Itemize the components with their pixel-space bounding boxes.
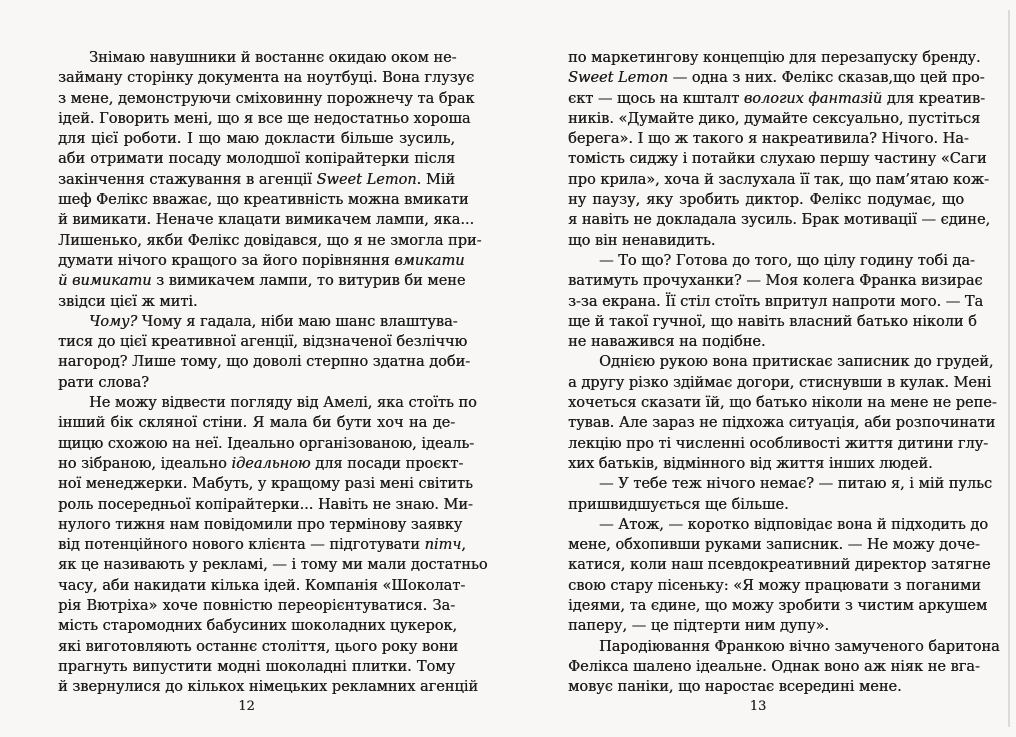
text-line: як це називають у рекламі, — і тому ми мали достатньо (58, 557, 488, 574)
text-line: часу, аби накидати кілька ідей. Компанія «Шоколат- (58, 577, 466, 594)
text-line: ще й такої гучної, що навіть власний батько ніколи б (568, 313, 977, 330)
text-line: я навіть не докладала зусиль. Брак мотивації — єдине, (568, 212, 991, 229)
scan-page-edge (1008, 10, 1010, 727)
text-line: тися до цієї креативної агенції, відзначеної безліччю (58, 334, 468, 351)
text-line: шеф Фелікс вважає, що креативність можна вмикати (58, 192, 469, 209)
text-line: — Атож, — коротко відповідає вона й підходить до (599, 516, 988, 533)
text-line: — То що? Готова до того, що цілу годину тобі да- (599, 252, 975, 269)
text-line: єкт — щось на кшталт вологих фантазій для креатив- (568, 90, 985, 107)
text-line: пришвидшується ще більше. (568, 496, 789, 513)
text-line: по маркетингову концепцію для перезапуску бренду. (568, 50, 981, 66)
text-line: Не можу відвести погляду від Амелі, яка стоїть по (89, 395, 477, 412)
text-line: мене, обхопивши руками записник. — Не можу доче- (568, 537, 980, 554)
text-line: томість сиджу і потайки слухаю першу частину «Саги (568, 151, 987, 168)
text-line: катися, коли наш псевдокреативний директор затягне (568, 557, 991, 574)
text-line: тував. Але зараз не підхожа ситуація, аби розпочинати (568, 415, 996, 432)
text-line: ну паузу, яку зробить диктор. Фелікс подумає, що (568, 192, 964, 209)
text-line: рія Вютріха» хоче повністю переорієнтуватися. За- (58, 598, 455, 615)
text-line: паперу, — це підтерти ним дупу». (568, 618, 829, 635)
text-line: щицю схожою на неї. Ідеально організованою, ідеаль- (58, 435, 475, 452)
text-line: берега». І що ж такого я накреативила? Нічого. На- (568, 131, 969, 148)
text-line: но зібраною, ідеально ідеальною для посади проєкт- (58, 455, 464, 472)
text-line: про крила», хоча й заслухала її так, що пам’ятаю кож- (568, 171, 989, 188)
text-line: від потенційного нового клієнта — підготувати пітч, (58, 537, 466, 554)
text-line: ідей. Говорить мені, що я все ще недостатньо хороша (58, 110, 471, 127)
text-line: інший бік скляної стіни. Я мала би бути хоч на де- (58, 415, 455, 432)
text-line: нагород? Лише тому, що доволі стерпно здатна доби- (58, 354, 471, 371)
text-line: звідси цієї ж миті. (58, 293, 198, 310)
page-number-right: 13 (749, 699, 767, 714)
text-line: ної менеджерки. Мабуть, у кращому разі мені світить (58, 476, 473, 493)
text-line: закінчення стажування в агенції Sweet Lemon. Мій (58, 171, 455, 188)
text-line: аби отримати посаду молодшої копірайтерки після (58, 151, 455, 168)
text-line: займану сторінку документа на ноутбуці. Вона глузує (58, 70, 475, 87)
text-line: й звернулися до кількох німецьких рекламних агенцій (58, 679, 478, 696)
text-line: й вимикати. Неначе клацати вимикачем лампи, яка... (58, 212, 475, 229)
text-line: не наважився на подібне. (568, 334, 766, 351)
text-line: з мене, демонструючи сміховинну порожнечу та брак (58, 90, 475, 107)
text-line: що він ненавидить. (568, 232, 716, 249)
text-line: для цієї роботи. І що маю докласти більше зусиль, (58, 131, 455, 148)
page-left-text (58, 48, 488, 698)
text-line: думати нічого кращого за його порівняння вмикати (58, 252, 465, 269)
text-line: рати слова? (58, 374, 149, 391)
text-line: мовує паніки, що наростає всередині мене. (568, 679, 902, 696)
text-line: мість старомодних бабусиних шоколадних цукерок, (58, 618, 458, 635)
text-line: які виготовляють останнє століття, цього року вони (58, 638, 459, 655)
text-line: свою стару пісеньку: «Я можу працювати з поганими (568, 577, 981, 594)
text-line: роль посередньої копірайтерки... Навіть не знаю. Ми- (58, 496, 473, 513)
text-line: Однією рукою вона притискає записник до грудей, (599, 354, 994, 371)
text-line: Чому? Чому я гадала, ніби маю шанс влаштува- (89, 313, 458, 330)
text-line: а другу різко здіймає догори, стиснувши в кулак. Мені (568, 374, 992, 391)
text-line: Знімаю навушники й востаннє окидаю оком не- (89, 50, 457, 66)
page-right (508, 0, 1016, 737)
text-line: Лишенько, якби Фелікс довідався, що я не змогла при- (58, 232, 482, 249)
text-line: з-за екрана. Її стіл стоїть впритул напроти мого. — Та (568, 293, 984, 310)
text-line: ників. «Думайте дико, думайте сексуально, пустіться (568, 110, 981, 127)
text-line: Фелікса шалено ідеальне. Однак воно аж ніяк не вга- (568, 658, 980, 675)
text-line: — У тебе теж нічого немає? — питаю я, і мій пульс (599, 476, 993, 493)
text-line: ватимуть прочуханки? — Моя колега Франка визирає (568, 273, 983, 290)
text-line: прагнуть випустити модні шоколадні плитки. Тому (58, 658, 455, 675)
text-line: й вимикати з вимикачем лампи, то витурив би мене (58, 273, 466, 290)
text-line: лекцію про ті численні особливості життя дитини глу- (568, 435, 989, 452)
text-line: ідеями, та єдине, що можу зробити з чистим аркушем (568, 598, 988, 615)
text-line: хих батьків, відмінного від життя інших людей. (568, 455, 933, 472)
text-line: хочеться сказати їй, що батько ніколи на мене не репе- (568, 395, 997, 412)
page-number-left: 12 (238, 699, 255, 714)
text-line: Пародіювання Франкою вічно замученого баритона (599, 638, 1000, 655)
text-line: нулого тижня нам повідомили про термінову заявку (58, 516, 463, 533)
text-line: Sweet Lemon — одна з них. Фелікс сказав,що цей про- (568, 70, 985, 87)
page-right-text (568, 48, 1000, 698)
